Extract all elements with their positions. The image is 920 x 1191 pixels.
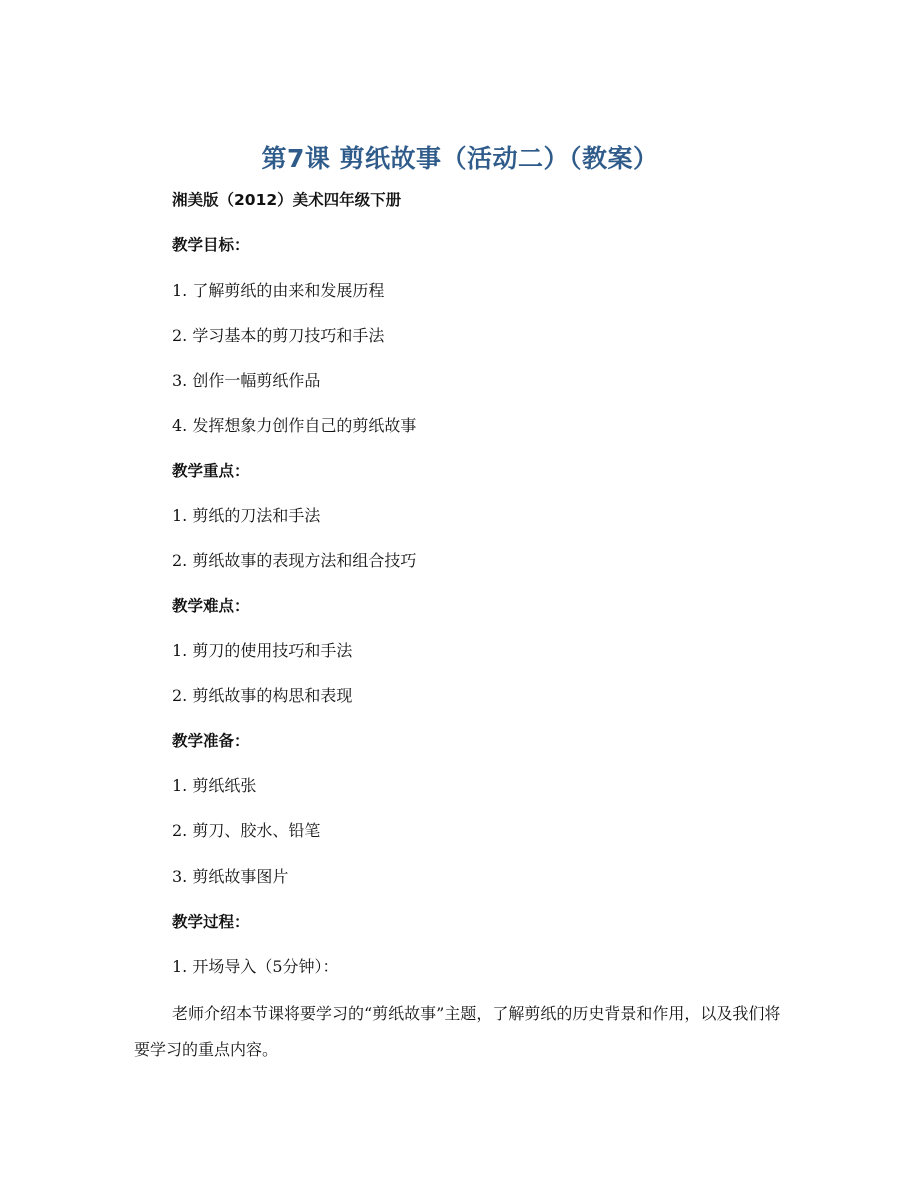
key-points-heading: 教学重点： <box>172 462 250 480</box>
difficulties-heading: 教学难点： <box>172 597 250 615</box>
difficulty-item: 2. 剪纸故事的构思和表现 <box>172 686 353 705</box>
difficulty-item: 1. 剪刀的使用技巧和手法 <box>172 641 353 660</box>
preparation-item: 3. 剪纸故事图片 <box>172 867 289 886</box>
preparation-heading: 教学准备： <box>172 732 250 750</box>
document-subtitle: 湘美版（2012）美术四年级下册 <box>172 191 402 209</box>
goal-item: 2. 学习基本的剪刀技巧和手法 <box>172 326 385 345</box>
process-step-1: 1. 开场导入（5分钟）： <box>172 957 339 976</box>
goals-heading: 教学目标： <box>172 236 250 254</box>
document-title: 第7课 剪纸故事（活动二）（教案） <box>261 144 659 173</box>
preparation-item: 2. 剪刀、胶水、铅笔 <box>172 821 321 840</box>
goal-item: 1. 了解剪纸的由来和发展历程 <box>172 281 385 300</box>
preparation-item: 1. 剪纸纸张 <box>172 776 257 795</box>
process-step-1-paragraph: 老师介绍本节课将要学习的“剪纸故事”主题，了解剪纸的历史背景和作用，以及我们将要学习的重点内容。 <box>134 1004 781 1059</box>
goal-item: 4. 发挥想象力创作自己的剪纸故事 <box>172 416 417 435</box>
process-heading: 教学过程： <box>172 913 250 931</box>
key-point-item: 2. 剪纸故事的表现方法和组合技巧 <box>172 551 417 570</box>
key-point-item: 1. 剪纸的刀法和手法 <box>172 506 321 525</box>
goal-item: 3. 创作一幅剪纸作品 <box>172 371 321 390</box>
